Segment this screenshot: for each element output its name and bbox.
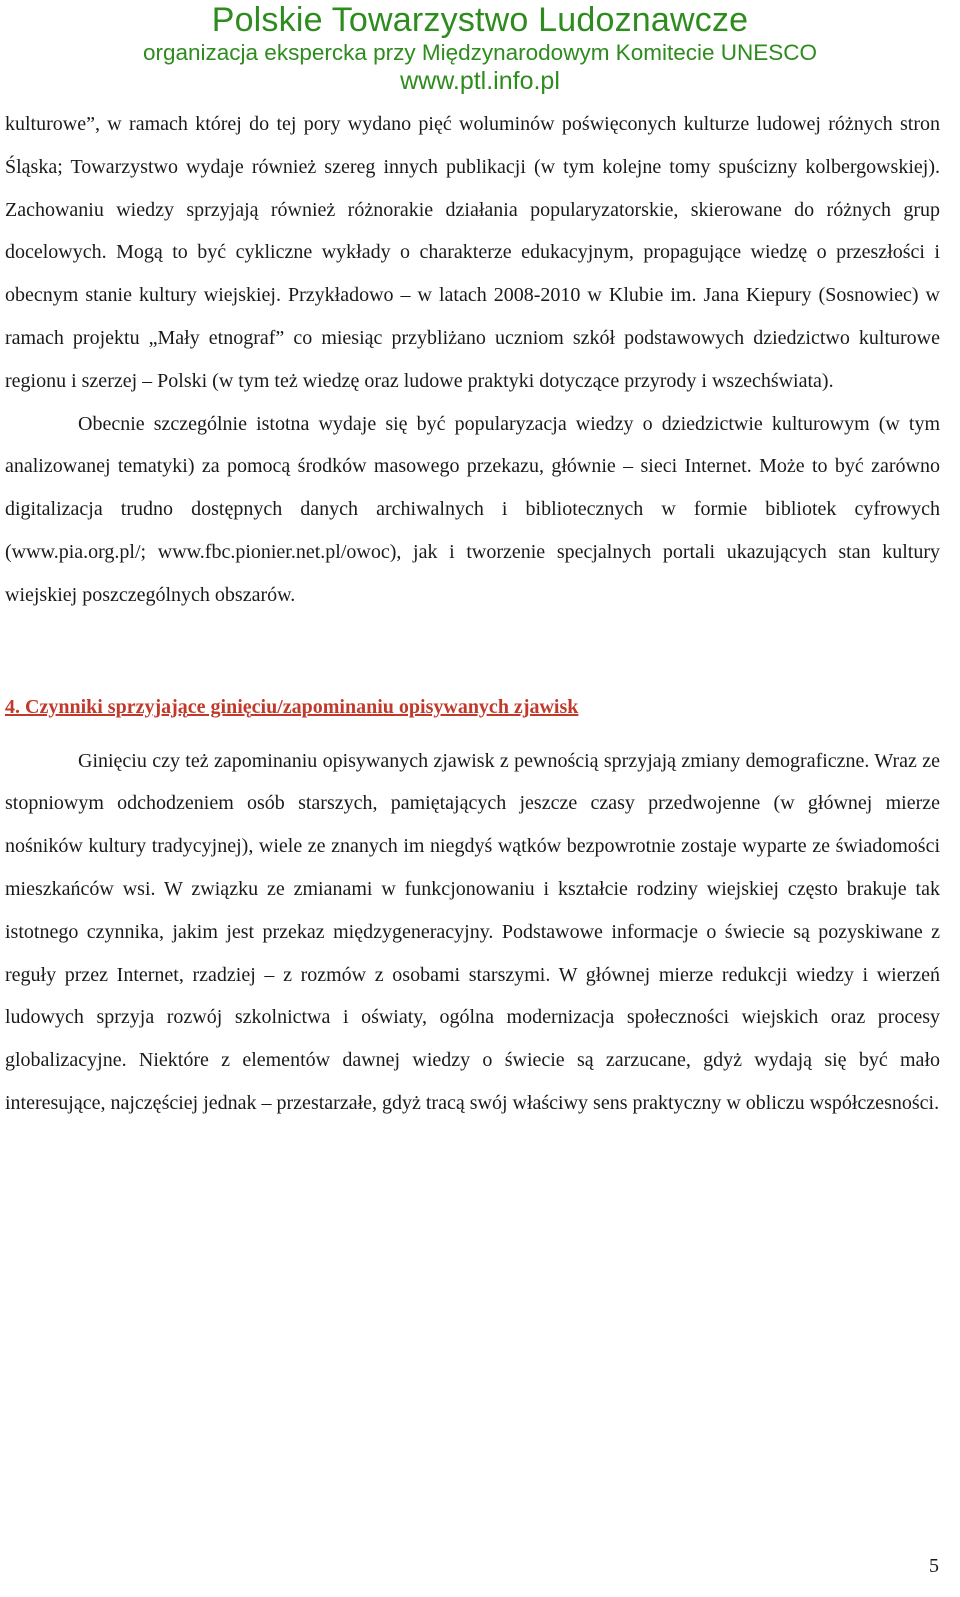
heading-spacer [5, 728, 940, 740]
page-header [0, 0, 960, 96]
section-heading: 4. Czynniki sprzyjające ginięciu/zapominaniu opisywanych zjawisk [5, 695, 579, 718]
organization-url: www.ptl.info.pl [400, 67, 560, 95]
page-number: 5 [929, 1555, 939, 1577]
document-body [5, 103, 940, 1125]
organization-subtitle: organizacja ekspercka przy Międzynarodowym Komitecie UNESCO [142, 40, 817, 65]
paragraph-3: Ginięciu czy też zapominaniu opisywanych zjawisk z pewnością sprzyjają zmiany demograficzne. Wraz ze stopniowym odchodzeniem osób starszych, pamiętających jeszcze czasy przedwojenne (w głównej mierze nośników kultury tradycyjnej), wiele ze znanych im niegdyś wątków bezpowrotnie zostaje wyparte ze świadomości mieszkańców wsi. W związku ze zmianami w funkcjonowaniu i kształcie rodziny wiejskiej często brakuje tak istotnego czynnika, jakim jest przekaz międzygeneracyjny. Podstawowe informacje o świecie są pozyskiwane z reguły przez Internet, rzadziej – z rozmów z osobami starszymi. W głównej mierze redukcji wiedzy i wierzeń ludowych sprzyja rozwój szkolnictwa i oświaty, ogólna modernizacja społeczności wiejskich oraz procesy globalizacyjne. Niektóre z elementów dawnej wiedzy o świecie są zarzucane, gdyż wydają się być mało interesujące, najczęściej jednak – przestarzałe, gdyż tracą swój właściwy sens praktyczny w obliczu współczesności. [5, 749, 940, 1114]
organization-title: Polskie Towarzystwo Ludoznawcze [211, 1, 749, 39]
section-spacer [5, 617, 940, 686]
paragraph-1: kulturowe”, w ramach której do tej pory wydano pięć woluminów poświęconych kulturze ludowej różnych stron Śląska; Towarzystwo wydaje również szereg innych publikacji (w tym kolejne tomy spuścizny kolbergowskiej). Zachowaniu wiedzy sprzyjają również różnorakie działania popularyzatorskie, skierowane do różnych grup docelowych. Mogą to być cykliczne wykłady o charakterze edukacyjnym, propagujące wiedzę o przeszłości i obecnym stanie kultury wiejskiej. Przykładowo – w latach 2008-2010 w Klubie im. Jana Kiepury (Sosnowiec) w ramach projektu „Mały etnograf” co miesiąc przybliżano uczniom szkół podstawowych dziedzictwo kulturowe regionu i szerzej – Polski (w tym też wiedzę oraz ludowe praktyki dotyczące przyrody i wszechświata). [5, 113, 940, 392]
paragraph-2: Obecnie szczególnie istotna wydaje się być popularyzacja wiedzy o dziedzictwie kulturowym (w tym analizowanej tematyki) za pomocą środków masowego przekazu, głównie – sieci Internet. Może to być zarówno digitalizacja trudno dostępnych danych archiwalnych i bibliotecznych w formie bibliotek cyfrowych (www.pia.org.pl/; www.fbc.pionier.net.pl/owoc), jak i tworzenie specjalnych portali ukazujących stan kultury wiejskiej poszczególnych obszarów. [5, 412, 940, 606]
